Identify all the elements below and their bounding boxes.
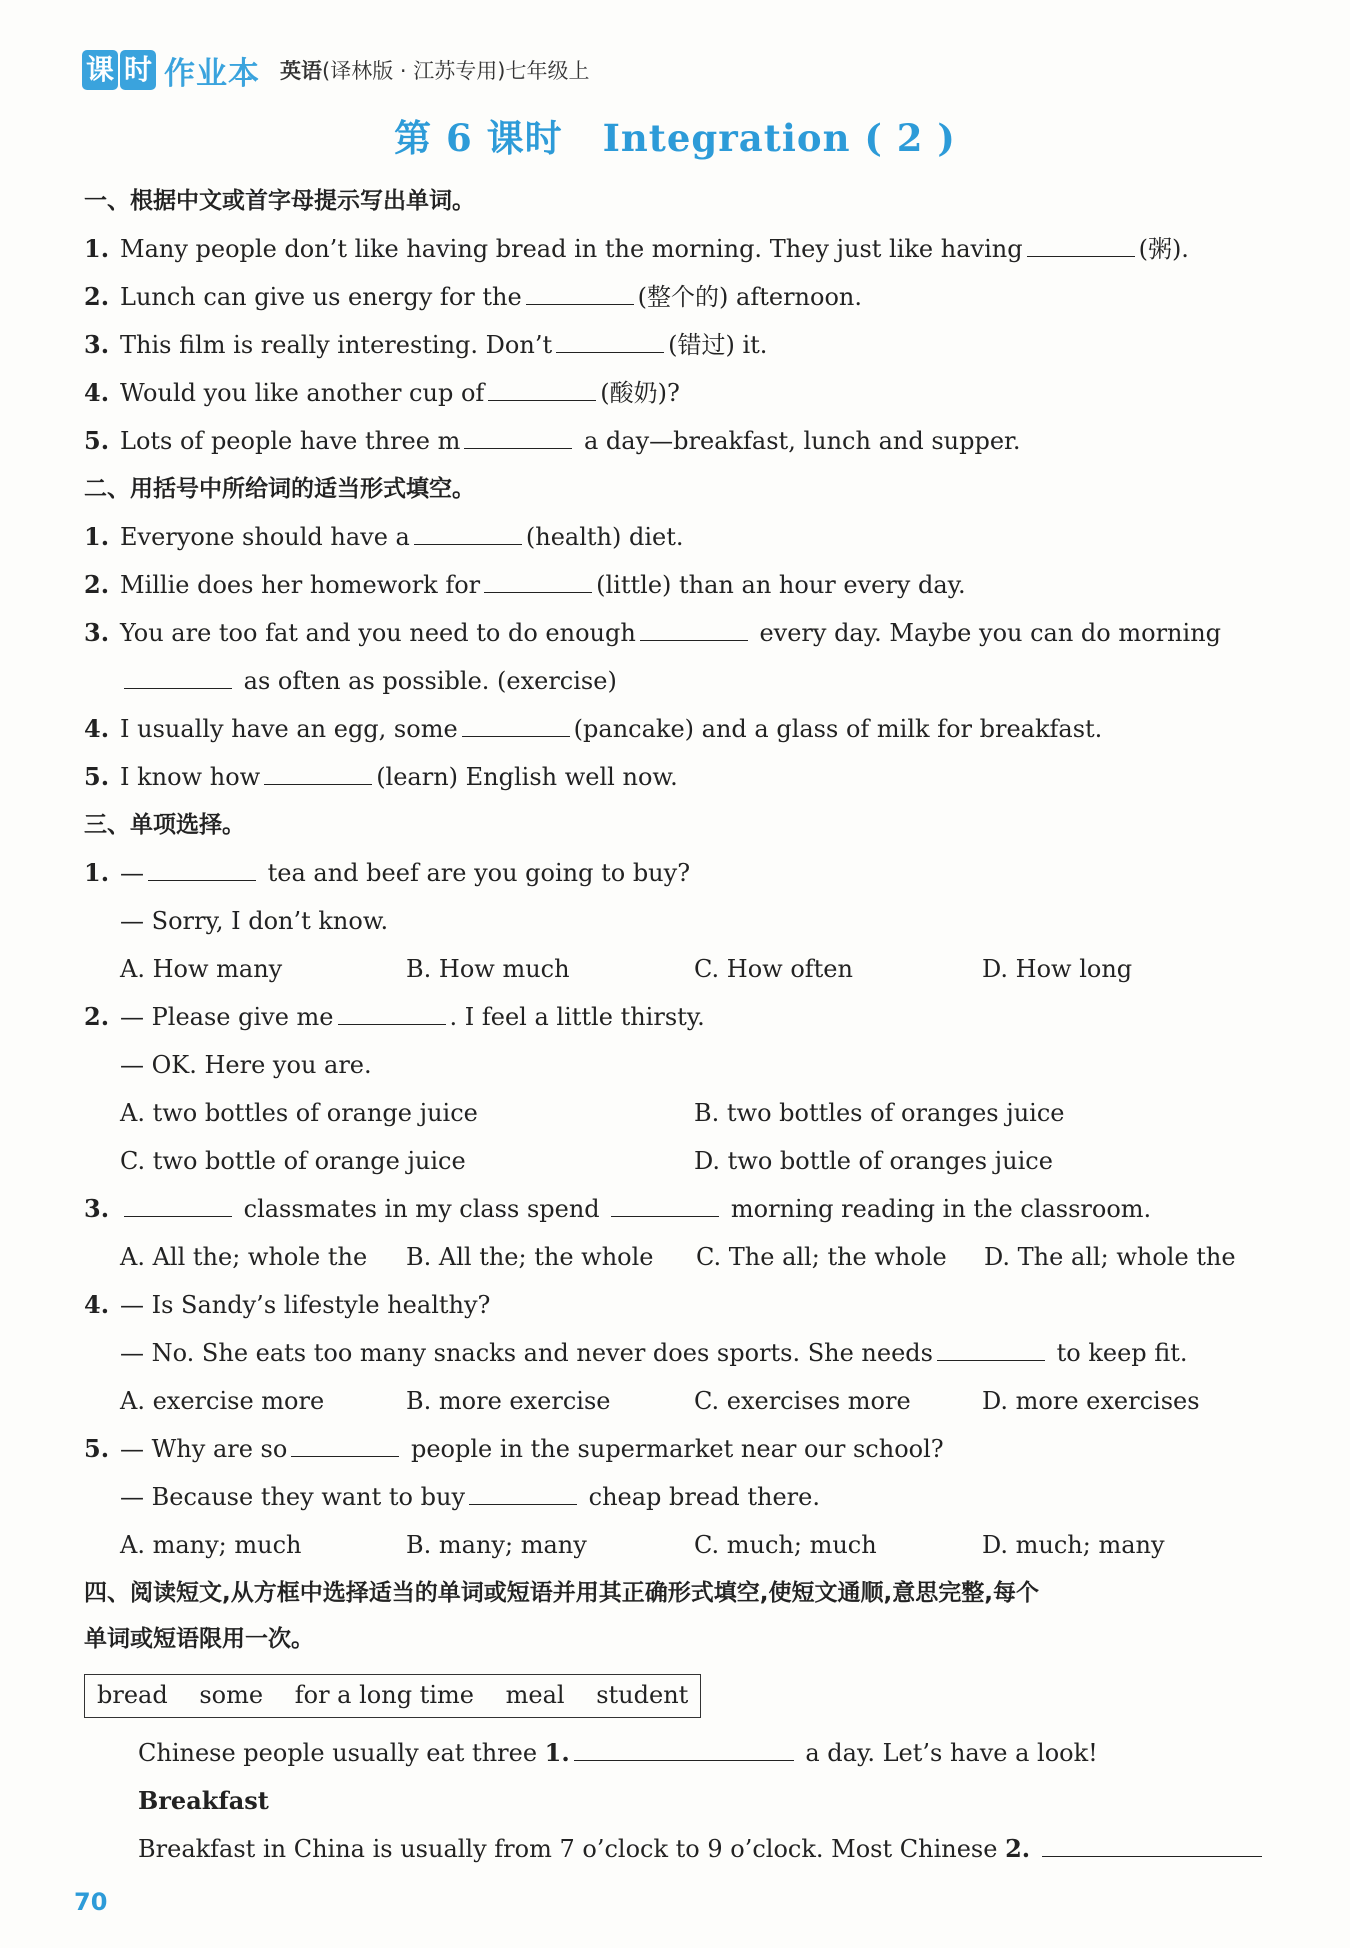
answer-blank[interactable]	[124, 666, 232, 689]
s2-question-1	[84, 522, 684, 552]
word-bank-item: student	[596, 1681, 689, 1709]
question-text: Would you like another cup of	[120, 379, 485, 407]
brand-name: 作业本	[164, 55, 261, 92]
question-number: 5.	[84, 1434, 110, 1463]
s3-q2-reply: — OK. Here you are.	[120, 1051, 372, 1079]
answer-blank[interactable]	[556, 330, 664, 353]
option-b[interactable]: B. All the; the whole	[406, 1243, 654, 1271]
question-text: (health) diet.	[525, 523, 684, 551]
question-text: a day—breakfast, lunch and supper.	[576, 427, 1021, 455]
question-text: (粥).	[1138, 235, 1189, 263]
question-number: 1.	[84, 234, 110, 263]
answer-blank[interactable]	[264, 762, 372, 785]
option-c[interactable]: C. much; much	[694, 1531, 877, 1559]
question-number: 1.	[84, 522, 110, 551]
question-text: cheap bread there.	[581, 1483, 820, 1511]
book-subject: 英语	[280, 59, 323, 83]
answer-blank[interactable]	[1027, 234, 1135, 257]
question-text: (整个的) afternoon.	[637, 283, 862, 311]
s3-q4-reply	[120, 1338, 1188, 1368]
question-number: 3.	[84, 1194, 110, 1223]
question-text: Everyone should have a	[120, 523, 410, 551]
section-4-heading-line2: 单词或短语限用一次。	[84, 1626, 314, 1652]
answer-blank[interactable]	[611, 1194, 719, 1217]
answer-blank[interactable]	[484, 570, 592, 593]
option-d[interactable]: D. The all; whole the	[984, 1243, 1236, 1271]
question-number: 2.	[84, 1002, 110, 1031]
question-text: (错过) it.	[668, 331, 768, 359]
page-number: 70	[74, 1888, 108, 1916]
logo-char-2: 时	[120, 50, 156, 90]
question-number: 4.	[84, 378, 110, 407]
question-text: — No. She eats too many snacks and never does sports. She needs	[120, 1339, 933, 1367]
s1-question-1	[84, 234, 1189, 264]
answer-blank[interactable]	[469, 1482, 577, 1505]
blank-number: 1.	[544, 1738, 570, 1767]
question-number: 2.	[84, 282, 110, 311]
passage-subheading: Breakfast	[138, 1786, 269, 1815]
section-1-heading: 一、根据中文或首字母提示写出单词。	[84, 188, 475, 214]
blank-number: 2.	[1005, 1834, 1031, 1863]
option-b[interactable]: B. two bottles of oranges juice	[694, 1099, 1065, 1127]
answer-blank[interactable]	[937, 1338, 1045, 1361]
s3-question-1	[84, 858, 690, 888]
s1-question-4	[84, 378, 680, 408]
header-brand	[82, 48, 589, 92]
option-a[interactable]: A. How many	[120, 955, 283, 983]
passage-line-2	[138, 1834, 1266, 1864]
question-text: Lunch can give us energy for the	[120, 283, 522, 311]
question-text: This film is really interesting. Don’t	[120, 331, 553, 359]
answer-blank[interactable]	[526, 282, 634, 305]
section-3-heading: 三、单项选择。	[84, 812, 245, 838]
option-c[interactable]: C. How often	[694, 955, 853, 983]
s1-question-5	[84, 426, 1021, 456]
book-title	[280, 55, 589, 85]
question-number: 3.	[84, 330, 110, 359]
question-text: tea and beef are you going to buy?	[260, 859, 691, 887]
s3-q1-reply: — Sorry, I don’t know.	[120, 907, 389, 935]
passage-text: Chinese people usually eat three	[138, 1739, 545, 1767]
question-text: morning reading in the classroom.	[723, 1195, 1152, 1223]
passage-text: a day. Let’s have a look!	[797, 1739, 1098, 1767]
question-text: to keep fit.	[1048, 1339, 1188, 1367]
question-number: 1.	[84, 858, 110, 887]
question-number: 5.	[84, 426, 110, 455]
answer-blank[interactable]	[148, 858, 256, 881]
word-bank-item: some	[199, 1681, 264, 1709]
answer-blank[interactable]	[124, 1194, 232, 1217]
option-d[interactable]: D. How long	[982, 955, 1133, 983]
s3-question-2	[84, 1002, 705, 1032]
question-text: Millie does her homework for	[120, 571, 481, 599]
question-text: . I feel a little thirsty.	[449, 1003, 705, 1031]
question-number: 4.	[84, 714, 110, 743]
lesson-name: Integration ( 2 )	[602, 116, 956, 160]
question-text: (酸奶)?	[600, 379, 680, 407]
option-c[interactable]: C. two bottle of orange juice	[120, 1147, 466, 1175]
s2-question-5	[84, 762, 678, 792]
passage-line-1	[138, 1738, 1098, 1768]
question-text: Lots of people have three m	[120, 427, 461, 455]
question-text: classmates in my class spend	[236, 1195, 608, 1223]
option-b[interactable]: B. How much	[406, 955, 570, 983]
lesson-prefix: 第 6 课时	[394, 116, 563, 160]
logo-char-1: 课	[82, 50, 118, 90]
question-text: I usually have an egg, some	[120, 715, 458, 743]
word-bank-box	[84, 1674, 701, 1718]
word-bank-item: for a long time	[294, 1681, 474, 1709]
s1-question-3	[84, 330, 767, 360]
word-bank-item: meal	[505, 1681, 565, 1709]
question-text: — Please give me	[120, 1003, 334, 1031]
question-text: — Why are so	[120, 1435, 288, 1463]
section-2-heading: 二、用括号中所给词的适当形式填空。	[84, 476, 475, 502]
option-b[interactable]: B. many; many	[406, 1531, 587, 1559]
answer-blank[interactable]	[338, 1002, 446, 1025]
question-text: I know how	[120, 763, 261, 791]
s1-question-2	[84, 282, 862, 312]
option-a[interactable]: A. many; much	[120, 1531, 302, 1559]
question-number: 3.	[84, 618, 110, 647]
option-a[interactable]: A. exercise more	[120, 1387, 325, 1415]
question-text: every day. Maybe you can do morning	[751, 619, 1222, 647]
question-number: 4.	[84, 1290, 110, 1319]
question-text: (pancake) and a glass of milk for breakfast.	[573, 715, 1103, 743]
question-text: (learn) English well now.	[376, 763, 678, 791]
answer-blank[interactable]	[1042, 1834, 1262, 1857]
option-a[interactable]: A. two bottles of orange juice	[120, 1099, 478, 1127]
question-text: as often as possible. (exercise)	[236, 667, 617, 695]
question-text: You are too fat and you need to do enough	[120, 619, 636, 647]
question-text: — Is Sandy’s lifestyle healthy?	[120, 1291, 491, 1319]
answer-blank[interactable]	[291, 1434, 399, 1457]
question-text: Many people don’t like having bread in the morning. They just like having	[120, 235, 1023, 263]
option-c[interactable]: C. exercises more	[694, 1387, 911, 1415]
option-c[interactable]: C. The all; the whole	[696, 1243, 947, 1271]
question-text: —	[120, 859, 144, 887]
s2-question-3	[84, 618, 1221, 648]
s3-question-4	[84, 1290, 490, 1320]
answer-blank[interactable]	[464, 426, 572, 449]
brand-logo	[82, 50, 156, 90]
answer-blank[interactable]	[574, 1738, 794, 1761]
option-a[interactable]: A. All the; whole the	[120, 1243, 368, 1271]
question-text: — Because they want to buy	[120, 1483, 465, 1511]
option-d[interactable]: D. more exercises	[982, 1387, 1200, 1415]
lesson-title	[0, 108, 1350, 162]
s3-q5-reply	[120, 1482, 820, 1512]
option-d[interactable]: D. two bottle of oranges juice	[694, 1147, 1053, 1175]
answer-blank[interactable]	[640, 618, 748, 641]
question-text: (little) than an hour every day.	[596, 571, 966, 599]
question-number: 2.	[84, 570, 110, 599]
s3-question-3	[84, 1194, 1151, 1224]
option-b[interactable]: B. more exercise	[406, 1387, 611, 1415]
s3-question-5	[84, 1434, 944, 1464]
s2-question-4	[84, 714, 1102, 744]
question-text: people in the supermarket near our school?	[403, 1435, 944, 1463]
s2-question-3-cont	[84, 666, 617, 696]
answer-blank[interactable]	[414, 522, 522, 545]
s2-question-2	[84, 570, 966, 600]
book-edition: (译林版 · 江苏专用)七年级上	[322, 59, 590, 83]
answer-blank[interactable]	[488, 378, 596, 401]
passage-text: Breakfast in China is usually from 7 o’clock to 9 o’clock. Most Chinese	[138, 1835, 1006, 1863]
section-4-heading-line1: 四、阅读短文,从方框中选择适当的单词或短语并用其正确形式填空,使短文通顺,意思完整,每个	[84, 1580, 1039, 1606]
answer-blank[interactable]	[462, 714, 570, 737]
word-bank-item: bread	[97, 1681, 168, 1709]
option-d[interactable]: D. much; many	[982, 1531, 1165, 1559]
question-number: 5.	[84, 762, 110, 791]
